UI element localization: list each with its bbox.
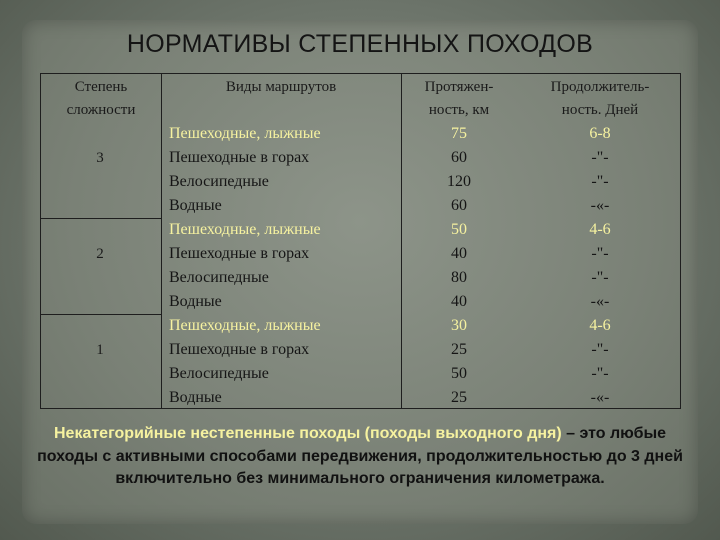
- distance-cell: 25: [451, 389, 467, 406]
- duration-column: [521, 122, 679, 410]
- duration-cell: -«-: [590, 197, 610, 214]
- level-cell: 1: [96, 342, 104, 358]
- header-level: [41, 76, 161, 122]
- distance-cell: 50: [451, 365, 467, 382]
- level-cell: 3: [96, 150, 104, 166]
- header-routes: Виды маршрутов: [225, 79, 337, 95]
- column-divider: [401, 74, 402, 408]
- distance-cell: 60: [451, 197, 467, 214]
- route-cell: Пешеходные в горах: [169, 341, 310, 358]
- distance-cell: 120: [447, 173, 471, 190]
- duration-cell: -"-: [591, 245, 609, 262]
- route-cell: Пешеходные, лыжные: [169, 125, 321, 142]
- route-cell: Пешеходные в горах: [169, 245, 310, 262]
- route-cell: Водные: [169, 197, 222, 214]
- slide-title: НОРМАТИВЫ СТЕПЕННЫХ ПОХОДОВ: [126, 30, 594, 58]
- duration-cell: 6-8: [589, 125, 611, 142]
- duration-cell: 4-6: [589, 221, 611, 238]
- distance-cell: 25: [451, 341, 467, 358]
- distance-cell: 80: [451, 269, 467, 286]
- duration-cell: -"-: [591, 269, 609, 286]
- route-cell: Велосипедные: [169, 365, 269, 382]
- distance-cell: 50: [451, 221, 467, 238]
- column-divider: [161, 74, 162, 408]
- route-cell: Пешеходные, лыжные: [169, 221, 321, 238]
- footnote-definition: [32, 423, 688, 491]
- row-divider: [41, 218, 161, 219]
- header-distance-line: ность, км: [428, 102, 490, 118]
- footnote-lead: Некатегорийные нестепенные походы (походы выходного дня): [53, 425, 562, 442]
- header-duration-line: Продолжитель-: [550, 79, 650, 95]
- footnote-rest: – это любые походы с активными способами передвижения, продолжительностью до 3 дней включительно без минимального ограничения километража.: [37, 425, 683, 487]
- route-cell: Пешеходные в горах: [169, 149, 310, 166]
- duration-cell: -"-: [591, 173, 609, 190]
- header-level-line: сложности: [66, 102, 136, 118]
- distance-cell: 30: [451, 317, 467, 334]
- duration-cell: -«-: [590, 389, 610, 406]
- route-cell: Водные: [169, 293, 222, 310]
- distance-cell: 40: [451, 293, 467, 310]
- norms-table: [40, 73, 681, 409]
- header-distance-line: Протяжен-: [424, 79, 494, 95]
- route-cell: Пешеходные, лыжные: [169, 317, 321, 334]
- routes-column: [169, 122, 399, 410]
- route-cell: Велосипедные: [169, 269, 269, 286]
- route-cell: Велосипедные: [169, 173, 269, 190]
- duration-cell: -"-: [591, 341, 609, 358]
- header-level-line: Степень: [74, 79, 128, 95]
- level-cell: 2: [96, 246, 104, 262]
- distance-cell: 75: [451, 125, 467, 142]
- header-distance: [403, 76, 515, 122]
- distance-cell: 60: [451, 149, 467, 166]
- distance-cell: 40: [451, 245, 467, 262]
- route-cell: Водные: [169, 389, 222, 406]
- duration-cell: -"-: [591, 149, 609, 166]
- header-duration-line: ность. Дней: [561, 102, 639, 118]
- duration-cell: -"-: [591, 365, 609, 382]
- duration-cell: -«-: [590, 293, 610, 310]
- header-duration: [519, 76, 681, 122]
- duration-cell: 4-6: [589, 317, 611, 334]
- distance-column: [403, 122, 515, 410]
- row-divider: [41, 314, 161, 315]
